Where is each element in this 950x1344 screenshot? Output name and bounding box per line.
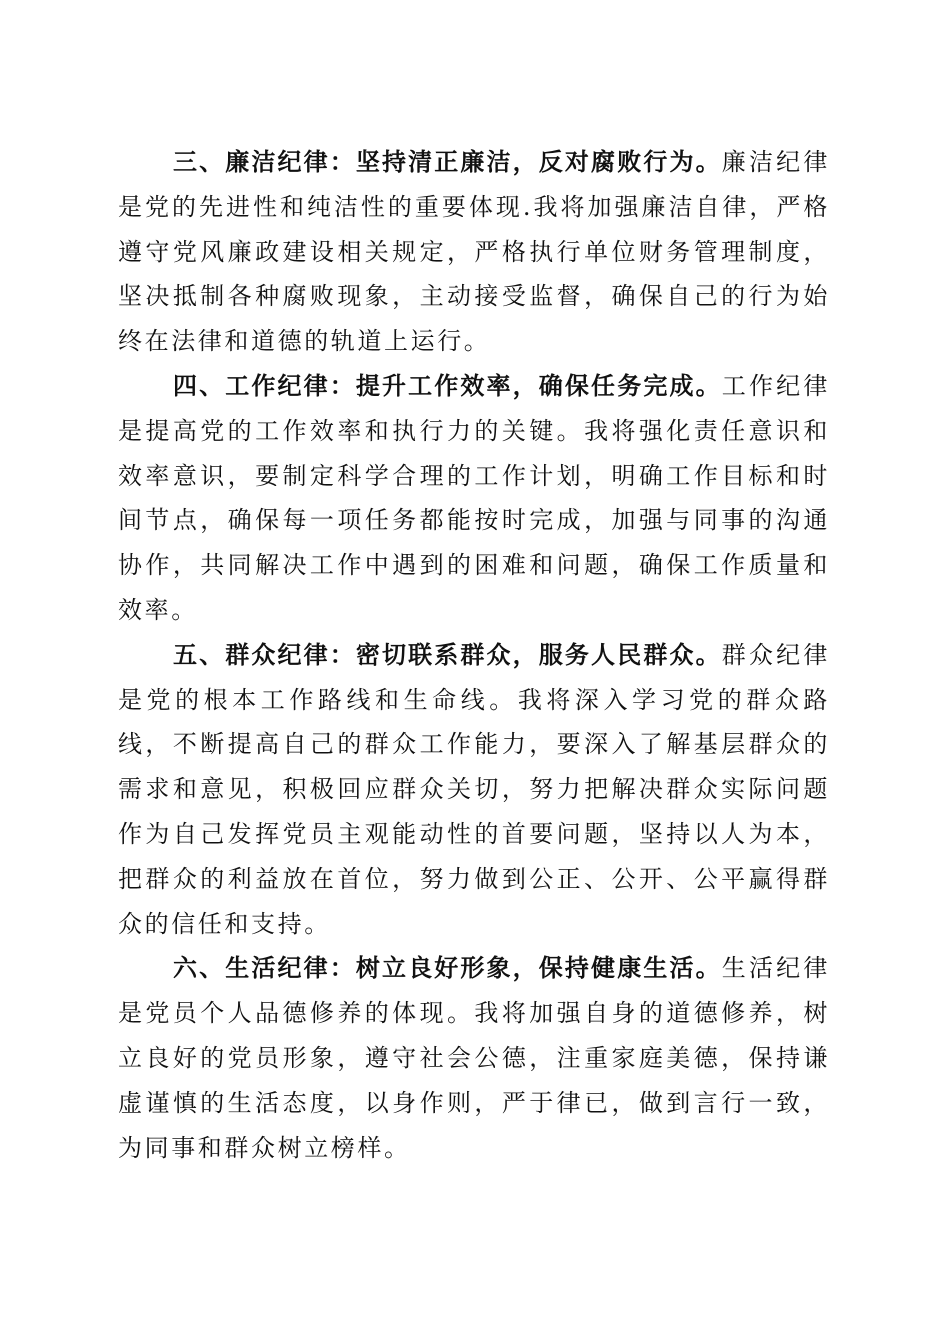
- paragraph-text: 群众纪律是党的根本工作路线和生命线。我将深入学习党的群众路线，不断提高自己的群众工作能力，要深入了解基层群众的需求和意见，积极回应群众关切，努力把解决群众实际问题作为自己发挥党员主观能动性的首要问题，坚持以人为本，把群众的利益放在首位，努力做到公正、公开、公平赢得群众的信任和支持。: [118, 640, 831, 938]
- paragraph-heading: 三、廉洁纪律：坚持清正廉洁，反对腐败行为。: [173, 148, 722, 176]
- paragraph-integrity-discipline: [118, 140, 830, 364]
- paragraph-heading: 五、群众纪律：密切联系群众，服务人民群众。: [173, 640, 722, 669]
- paragraph-mass-discipline: [118, 633, 830, 947]
- paragraph-heading: 六、生活纪律：树立良好形象，保持健康生活。: [173, 954, 722, 983]
- document-body: [118, 140, 830, 1170]
- paragraph-text: 廉洁纪律是党的先进性和纯洁性的重要体现.我将加强廉洁自律，严格遵守党风廉政建设相关规定，严格执行单位财务管理制度，坚决抵制各种腐败现象，主动接受监督，确保自己的行为始终在法律和道德的轨道上运行。: [118, 148, 831, 356]
- paragraph-text: 生活纪律是党员个人品德修养的体现。我将加强自身的道德修养，树立良好的党员形象，遵守社会公德，注重家庭美德，保持谦虚谨慎的生活态度，以身作则，严于律已，做到言行一致，为同事和群众树立榜样。: [118, 954, 831, 1162]
- paragraph-work-discipline: [118, 364, 830, 633]
- paragraph-heading: 四、工作纪律：提升工作效率，确保任务完成。: [173, 371, 722, 400]
- paragraph-life-discipline: [118, 946, 830, 1170]
- paragraph-text: 工作纪律是提高党的工作效率和执行力的关键。我将强化责任意识和效率意识，要制定科学合理的工作计划，明确工作目标和时间节点，确保每一项任务都能按时完成，加强与同事的沟通协作，共同解决工作中遇到的困难和问题，确保工作质量和效率。: [118, 371, 831, 624]
